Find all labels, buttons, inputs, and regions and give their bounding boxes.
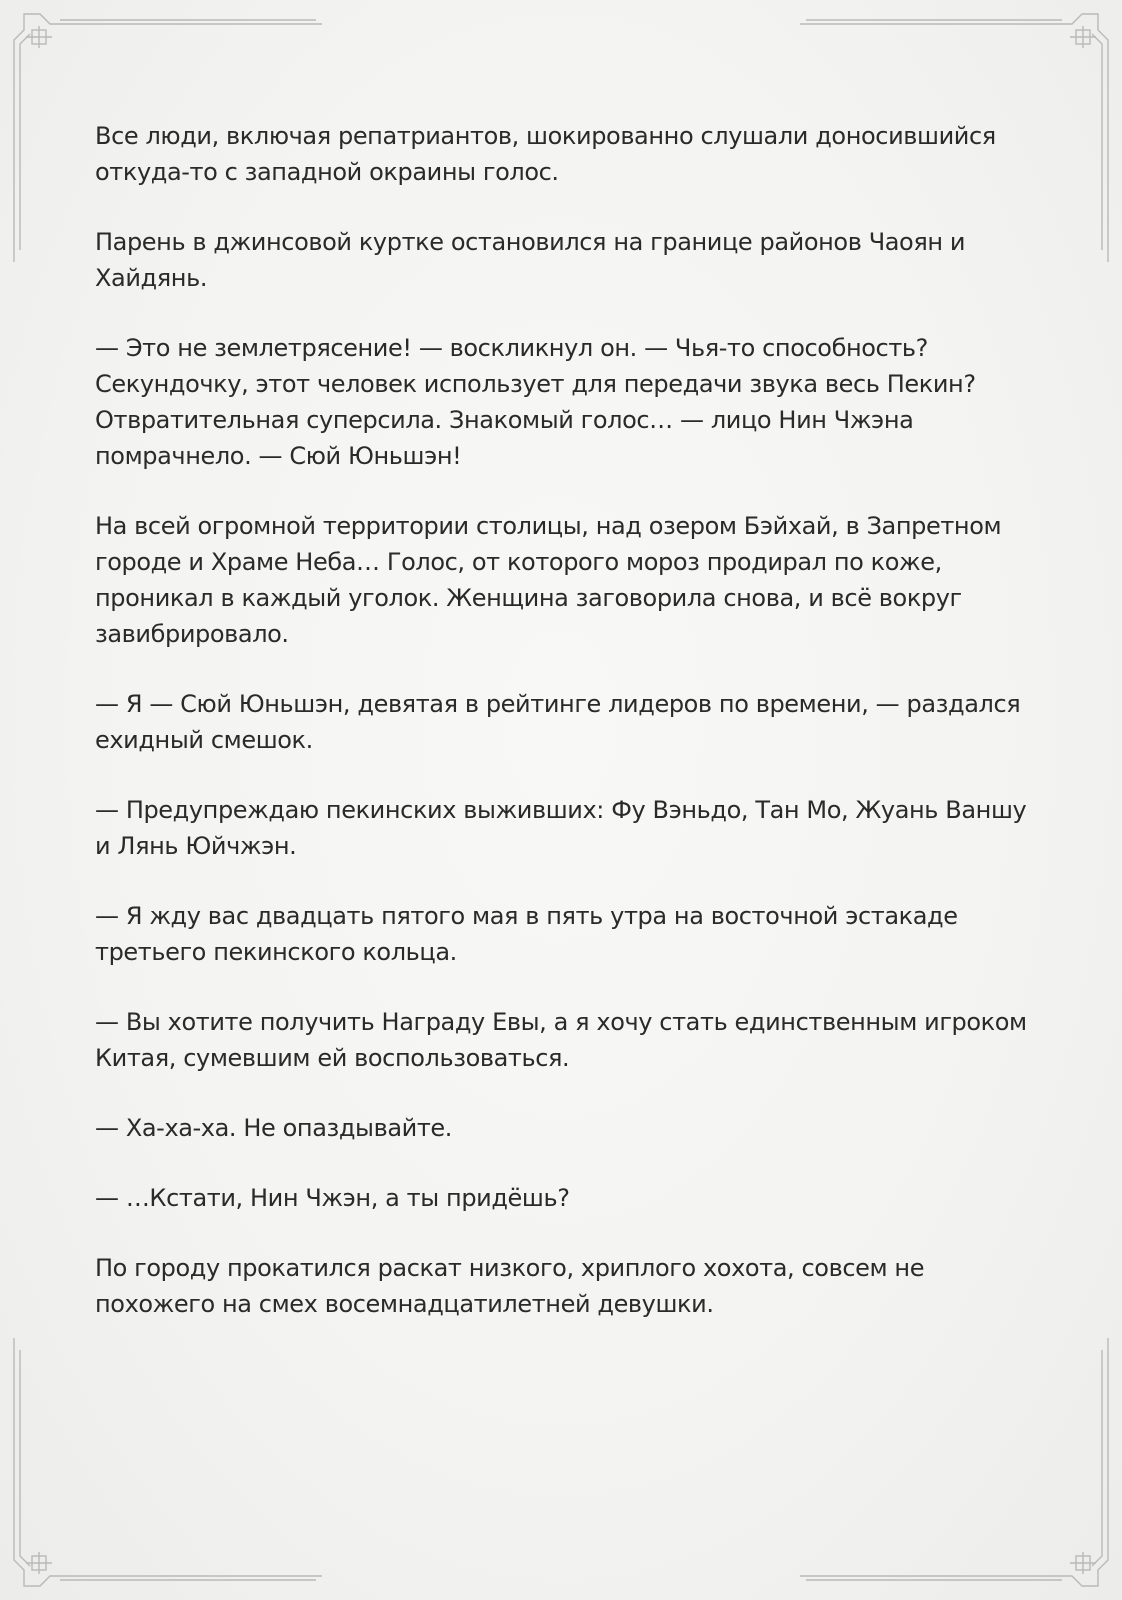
paragraph: — Это не землетрясение! — воскликнул он. — Чья-то способность? Секундочку, этот человек использует для передачи звука весь Пекин? Отвратительная суперсила. Знакомый голос… — лицо Нин Чжэна помрачнело. — Сюй Юньшэн!	[95, 334, 976, 470]
paragraph: — …Кстати, Нин Чжэн, а ты придёшь?	[95, 1184, 570, 1212]
paragraph: — Вы хотите получить Награду Евы, а я хочу стать единственным игроком Китая, сумевшим ей воспользоваться.	[95, 1008, 1027, 1072]
paragraph: — Предупреждаю пекинских выживших: Фу Вэньдо, Тан Мо, Жуань Ваншу и Лянь Юйчжэн.	[95, 796, 1027, 860]
paragraph: Все люди, включая репатриантов, шокированно слушали доносившийся откуда-то с западной окраины голос.	[95, 122, 996, 186]
paragraph: На всей огромной территории столицы, над озером Бэйхай, в Запретном городе и Храме Неба… Голос, от которого мороз продирал по коже, проникал в каждый уголок. Женщина заговорила снова, и всё вокруг завибрировало.	[95, 512, 1002, 648]
corner-ornament-bottom-left	[14, 1338, 322, 1586]
paragraph: По городу прокатился раскат низкого, хриплого хохота, совсем не похожего на смех восемнадцатилетней девушки.	[95, 1254, 925, 1318]
paragraph: — Ха-ха-ха. Не опаздывайте.	[95, 1114, 453, 1142]
paragraph: Парень в джинсовой куртке остановился на границе районов Чаоян и Хайдянь.	[95, 228, 966, 292]
corner-ornament-bottom-right	[800, 1338, 1108, 1586]
paragraph: — Я жду вас двадцать пятого мая в пять утра на восточной эстакаде третьего пекинского кольца.	[95, 902, 958, 966]
paragraph: — Я — Сюй Юньшэн, девятая в рейтинге лидеров по времени, — раздался ехидный смешок.	[95, 690, 1021, 754]
document-body	[95, 118, 1035, 1356]
